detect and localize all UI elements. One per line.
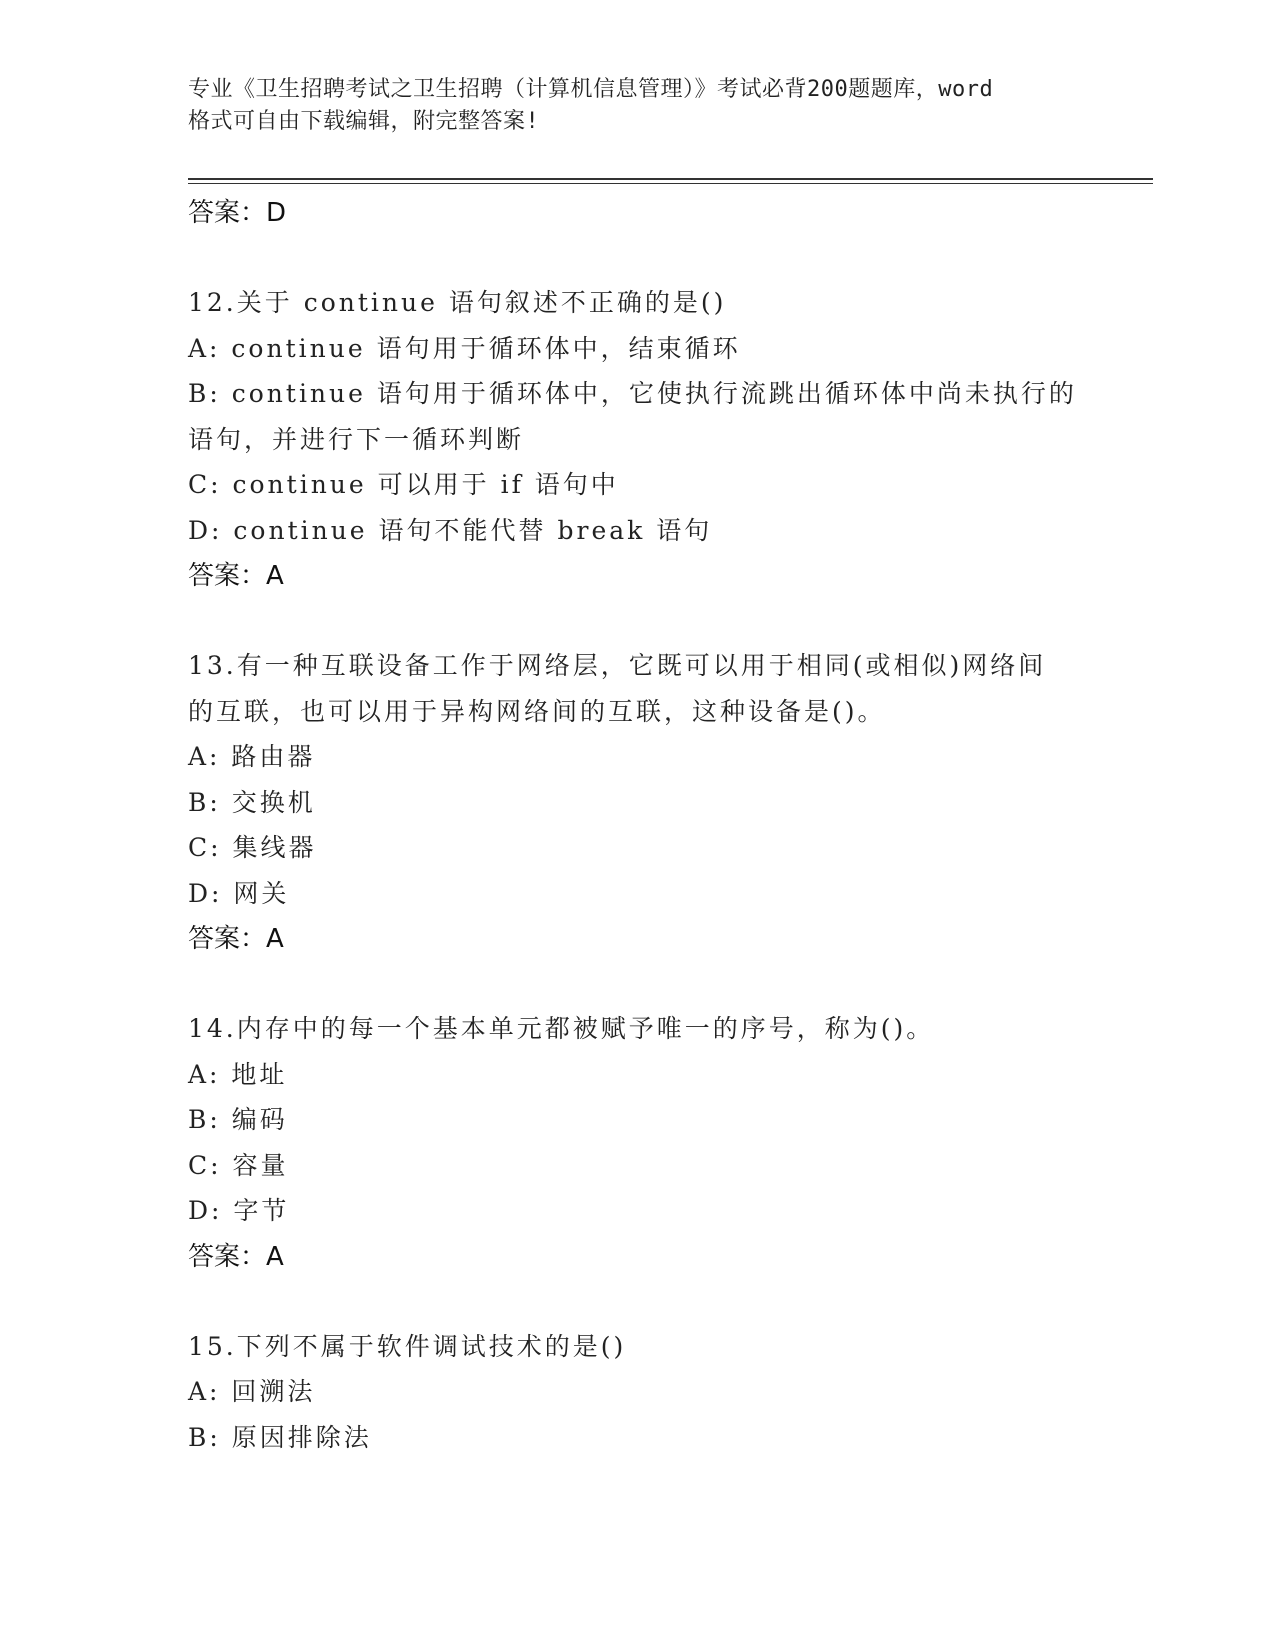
question-stem: 13.有一种互联设备工作于网络层，它既可以用于相同(或相似)网络间 (188, 651, 1047, 680)
question-stem: 15.下列不属于软件调试技术的是() (188, 1331, 627, 1361)
option-line: D: continue 语句不能代替 break 语句 (188, 515, 713, 545)
question-block (188, 1324, 1088, 1461)
question-block (188, 643, 1088, 962)
option-line: B: 交换机 (188, 787, 316, 817)
option-line: A: 路由器 (188, 742, 316, 771)
option-line: 语句，并进行下一循环判断 (188, 424, 525, 454)
option-line: A: continue 语句用于循环体中，结束循环 (188, 333, 741, 363)
question-block (188, 1006, 1088, 1280)
option-line: B: 编码 (188, 1105, 288, 1134)
question-stem: 的互联，也可以用于异构网络间的互联，这种设备是()。 (188, 696, 886, 726)
option-line: C: continue 可以用于 if 语句中 (188, 470, 619, 499)
question-list (188, 190, 1088, 1460)
header-line-1: 专业《卫生招聘考试之卫生招聘（计算机信息管理）》考试必背200题题库，word (188, 77, 994, 102)
option-line: D: 字节 (188, 1196, 290, 1225)
question-stem: 14.内存中的每一个基本单元都被赋予唯一的序号，称为()。 (188, 1014, 935, 1043)
option-line: B: 原因排除法 (188, 1422, 372, 1452)
option-line: A: 地址 (188, 1059, 288, 1089)
header-divider-bottom (188, 183, 1153, 184)
option-line: D: 网关 (188, 878, 290, 908)
option-line: A: 回溯法 (188, 1377, 316, 1406)
option-line: C: 容量 (188, 1150, 289, 1180)
document-header (188, 74, 1088, 138)
option-line: B: continue 语句用于循环体中，它使执行流跳出循环体中尚未执行的 (188, 379, 1077, 408)
header-divider-top (188, 178, 1153, 180)
header-line-2: 格式可自由下载编辑，附完整答案! (188, 109, 540, 134)
answer-line: 答案：D (188, 198, 287, 228)
answer-line: 答案：A (188, 1241, 284, 1272)
answer-line: 答案：A (188, 561, 284, 591)
question-block (188, 280, 1088, 599)
answer-line: 答案：A (188, 924, 284, 954)
option-line: C: 集线器 (188, 833, 317, 862)
question-stem: 12.关于 continue 语句叙述不正确的是() (188, 288, 727, 317)
